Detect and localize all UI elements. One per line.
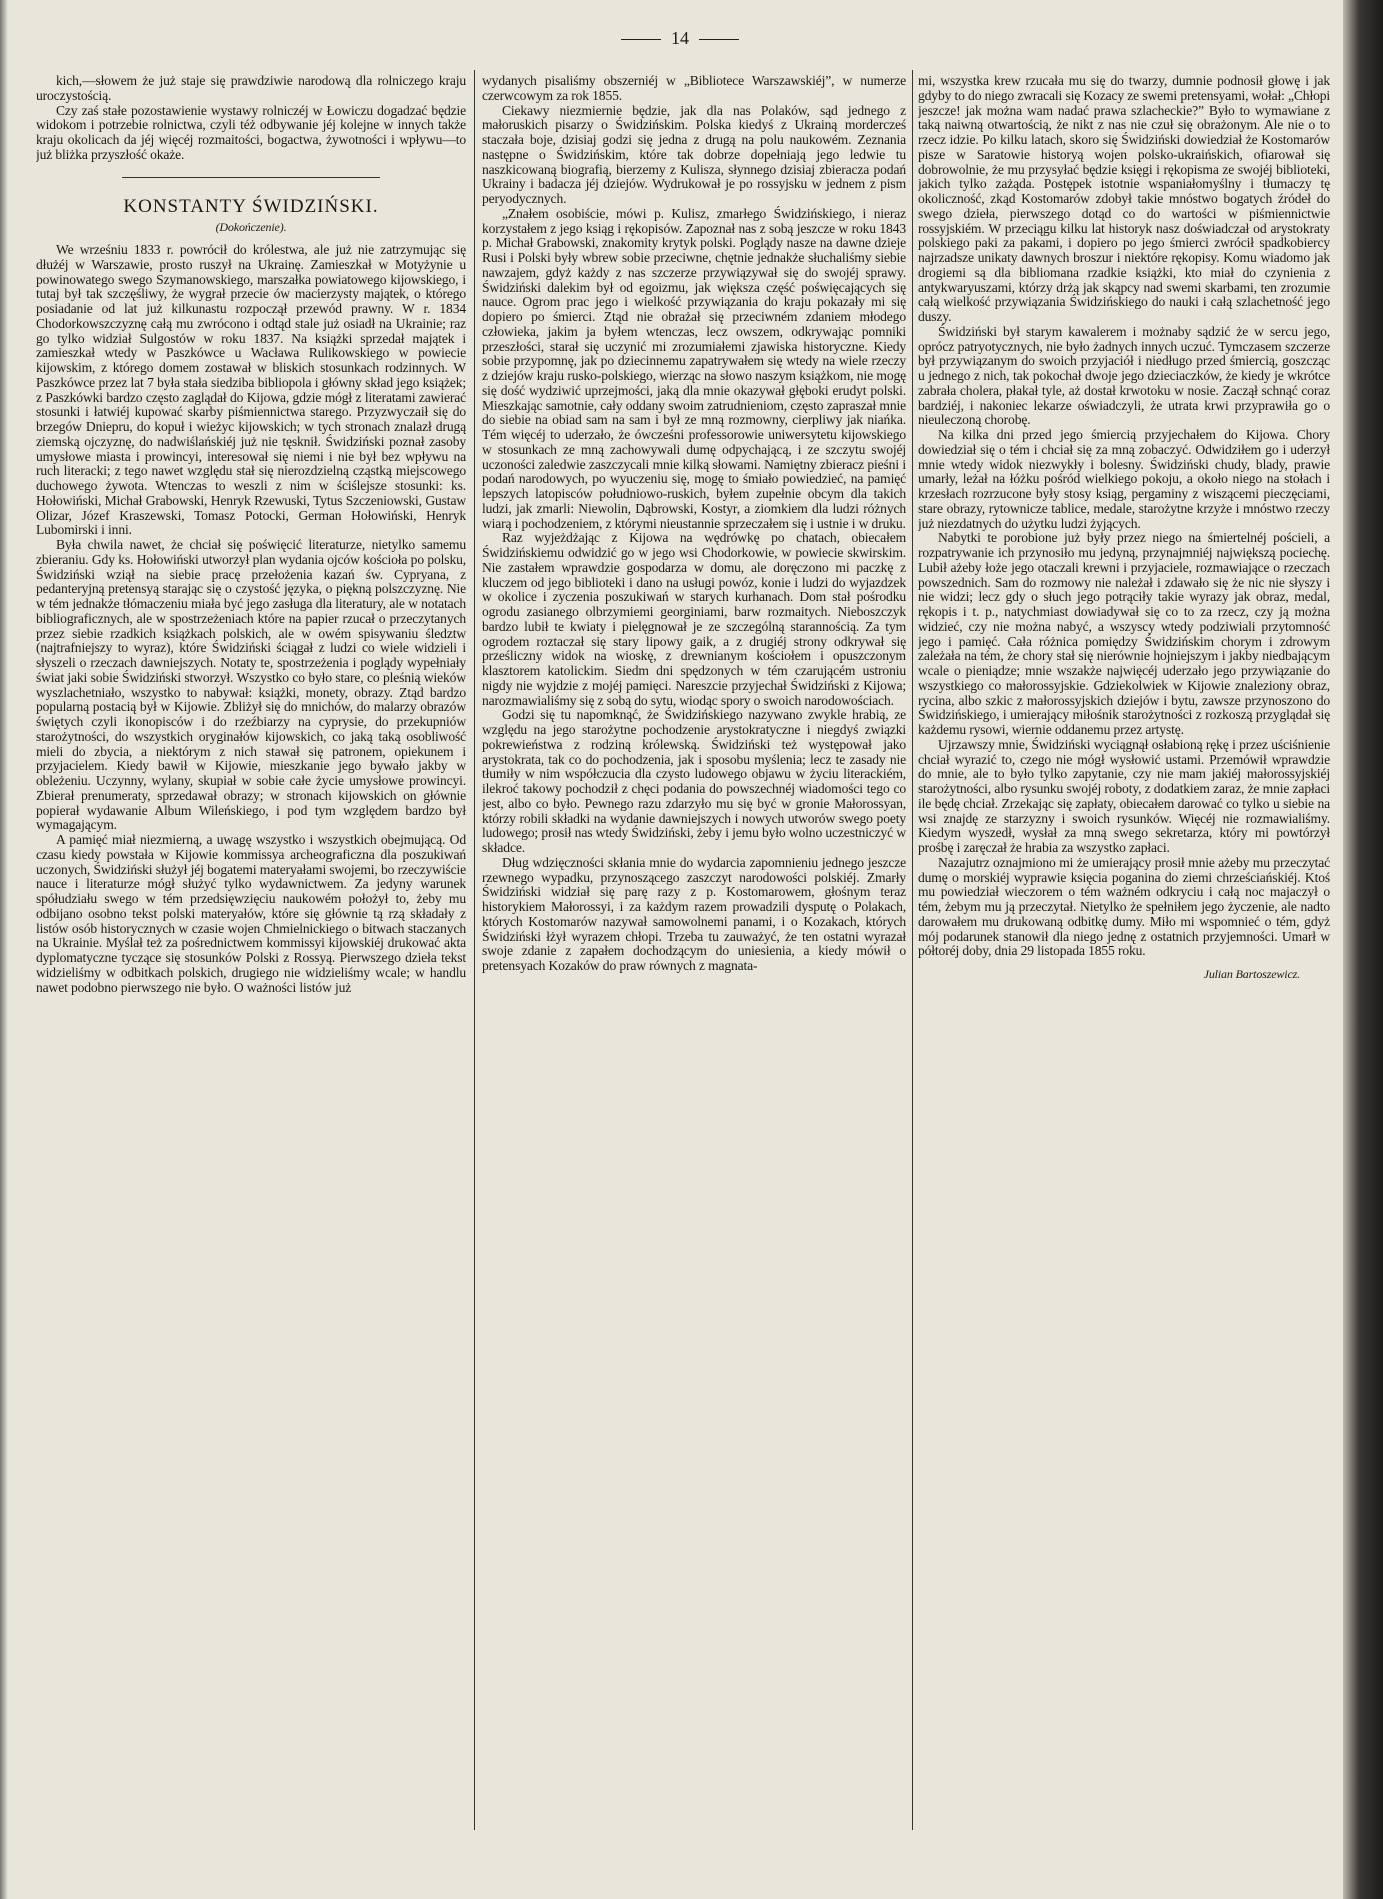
column-1 xyxy=(36,74,466,1826)
page-edge-left xyxy=(0,0,8,1899)
article-title: KONSTANTY ŚWIDZIŃSKI. xyxy=(123,195,379,217)
paragraph: Nazajutrz oznajmiono mi że umierający prosił mnie ażeby mu przeczytać dumę o morskiéj wyprawie księcia poganina do ziemi chrześciańskiéj. Ktoś mu powiedział wieczorem o tém ważném odkryciu i całą noc majaczył o tém, żebym mu ją przeczytał. Nietylko że spełniłem jego życzenie, ale nadto darowałem mu drukowaną odbitkę dumy. Miło mi wspomnieć o tém, gdyż mój podarunek stanowił dla niego jednę z ostatnich przyjemności. Umarł w półtoréj doby, dnia 29 listopada 1855 roku. xyxy=(918,854,1330,959)
page-edge-right xyxy=(1343,0,1383,1899)
column-rule xyxy=(912,70,913,1830)
paragraph: A pamięć miał niezmierną, a uwagę wszystko i wszystkich obejmującą. Od czasu kiedy powstała w Kijowie kommissya archeograficzna dla poszukiwań uczonych, Świdziński służył jéj bogatemi materyałami swojemi, bo rzeczywiście nauce i literaturze mógł służyć tylko wydawnictwem. Za jedyny warunek spółudziału swego w tém przedsięwzięciu naukowém położył to, żeby mu odbijano osobno tekst polski materyałów, które się głównie tą rzą składały z listów osób historycznych w czasie wojen Chmielnickiego o bitwach staczanych na Ukrainie. Myślał też za pośrednictwem kommissyi kijowskiéj drukować akta dyplomatyczne tyczące się stosunków Polski z Rossyą. Pierwszego dzieła tekst widzieliśmy w odbitkach polskich, drugiego nie widzieliśmy wcale; w handlu nawet podobno pierwszego nie było. O ważności listów już xyxy=(36,832,466,995)
column-2 xyxy=(482,74,906,1826)
paragraph: mi, wszystka krew rzucała mu się do twarzy, dumnie podnosił głowę i jak gdyby to do niego zwracali się Kozacy ze swemi pretensyami, wołał: „Chłopi jeszcze! jak można wam nadać prawa szlacheckie?” Było to wymawiane z taką naiwną otwartością, że nikt z nas nie czuł się obrażonym. Ale nie o to rzecz idzie. Po kilku latach, skoro się Świdziński dowiedział że Kostomarów pisze w Saratowie historyą wojen polsko-ukraińskich, ofiarował się dobrowolnie, że mu przysyłać będzie księgi i rękopisma ze swojéj biblioteki, jakich tylko zażąda. Postępek istotnie wspaniałomyślny i tłumaczy tę okoliczność, zkąd Kostomarów zdobył takie mnóstwo bogatych źródeł do swego dzieła, pierwszego dotąd co do wartości w piśmiennictwie rossyjskiém. W przeciągu kilku lat historyk nasz doświadczał od arystokraty polskiego paki za pakami, i dopiero po jego śmierci zwrócił spadkobiercy najrzadsze unikaty dawnych broszur i niektóre rękopisy. Komu wiadomo jak drogiemi są dla bibliomana rzadkie książki, kto miał do czynienia z antykwaryuszami, którzy drżą jak skąpcy nad swemi skarbami, ten zrozumie całą wielkość przywiązania Świdzińskiego do nauki i całą szlachetność jego duszy. xyxy=(918,74,1330,324)
paragraph: We wrześniu 1833 r. powrócił do królestwa, ale już nie zatrzymując się dłużéj w Warszawie, prosto ruszył na Ukrainę. Zamieszkał w Motyżynie u powinowatego swego Szymanowskiego, marszałka powiatowego kijowskiego, i tutaj był tak szczęśliwy, że wygrał przecie ów macierzysty majątek, o którego posiadanie od lat już kilkunastu rozpoczął przewód prawny. W r. 1834 Chodorkowszczyznę całą mu zwrócono i odtąd stale już osiadł na Ukrainie; raz go tylko widział Sulgostów w roku 1837. Na książki sprzedał majątek i zamieszkał wtedy w Paszkówce u Wacława Rulikowskiego w powiecie kijowskim, z którego domem zostawał w bliskich stosunkach rodzinnych. W Paszkówce przez lat 7 była stała siedziba bibliopola i główny skład jego książek; z Paszkówki bardzo często zaglądał do Kijowa, gdzie mógł z literatami zawierać stosunki i łatwiéj kupować skarby piśmiennictwa starego. Przyzwyczaił się do brzegów Dniepru, do kopuł i wieżyc kijowskich; w tych stronach znalazł drugą ziemską ojczyznę, do nadwiślańskiéj już nie tęsknił. Świdziński poznał zasoby umysłowe miasta i prowincyi, interesował się niemi i nie był bez wpływu na ruch literacki; z tego nawet względu stał się nierozdzielną cząstką miejscowego duchowego żywota. Wtenczas to weszli z nim w ściślejsze stosunki: ks. Hołowiński, Michał Grabowski, Henryk Rzewuski, Tytus Szczeniowski, Gustaw Olizar, Józef Kraszewski, Tomasz Potocki, German Hołowiński, Henryk Lubomirski i inni. xyxy=(36,242,466,538)
author-signature: Julian Bartoszewicz. xyxy=(1203,967,1300,981)
paragraph: „Znałem osobiście, mówi p. Kulisz, zmarłego Świdzińskiego, i nieraz korzystałem z jego ksiąg i rękopisów. Zapoznał nas z sobą jeszcze w roku 1843 p. Michał Grabowski, znakomity krytyk polski. Poglądy nasze na dawne dzieje Rusi i Polski były wbrew sobie przeciwne, chętnie jednakże słuchaliśmy siebie nawzajem, gdyż każdy z nas szczerze przywiązywał się do swojéj sprawy. Świdziński dalekim był od egoizmu, jak większa część poświęcających się nauce. Ogrom prac jego i wielkość przywiązania do kraju pokazały mi się dopiero po śmierci. Ztąd nie obrażał się przeciwném zdaniem młodego człowieka, jakim ja byłem wtenczas, lecz owszem, odkrywając pomniki przeszłości, starał się uczynić mi zrozumiałemi zjawiska historyczne. Kiedy sobie przypomnę, jak po dziecinnemu zapatrywałem się wtedy na wiele rzeczy z dziejów kraju rusko-polskiego, wierząc na słowo naszym książkom, nie mogę się dość wydziwić uprzejmości, jaką dla mnie okazywał głęboki erudyt polski. Mieszkając samotnie, cały oddany swoim zatrudnieniom, często zapraszał mnie do siebie na obiad sam na sam i był ze mną rozmowny, cierpliwy jak niańka. Tém więcéj to uderzało, że ówcześni professorowie uniwersytetu kijowskiego w stosunkach ze mną zachowywali dumę odpychającą, i ze szczytu swojéj uczoności zaledwie zaszczycali mnie kilką słowami. Namiętny zbieracz pieśni i podań narodowych, po wyuczeniu się, mogę to śmiało powiedzieć, na pamięć lepszych latopisców południowo-ruskich, byłem zupełnie obcym dla takich ludzi, jak zmarli: Niewolin, Dąbrowski, Kostyr, a ziomkiem dla ludzi różnych wiarą i pochodzeniem, z którymi nieustannie sprzeczałem się i ustnie i w druku. xyxy=(482,205,906,531)
column-rule xyxy=(474,70,475,1830)
paragraph: Nabytki te porobione już były przez niego na śmiertelnéj pościeli, a rozpatrywanie ich przynosiło mu jedyną, przynajmniéj największą pociechę. Lubił ażeby łoże jego otaczali krewni i przyjaciele, rozmawiające o rzeczach powszednich. Sam do rozmowy nie należał i zdawało się że nic nie słyszy i nie widzi; lecz gdy o słuch jego potrąciły takie wyrazy jak obraz, medal, rękopis i t. p., natychmiast dowiadywał się co to za rzecz, czy ją można widzieć, czy nie można nabyć, a wszyscy wtedy podziwiali przytomność jego i pamięć. Cała różnica pomiędzy Świdzińskim chorym i zdrowym zależała na tém, że chory stał się nierównie hojniejszym i jakby niedbającym wcale o pieniądze; mnie wszakże najwięcéj uderzało jego przywiązanie do wszystkiego co małorossyjskie. Gdziekolwiek w Kijowie znaleziony obraz, rycina, albo szkic z małorossyjskich dziejów i bytu, zawsze przynoszono do Świdzińskiego, i umierający miłośnik starożytności z rozkoszą przyglądał się każdemu rysowi, wiernie oddanemu przez artystę. xyxy=(918,530,1330,737)
paragraph: Ciekawy niezmiernie będzie, jak dla nas Polaków, sąd jednego z małoruskich pisarzy o Świdzińskim. Polska kiedyś z Ukrainą mordercześ staczała boje, dzisiaj godzi się jedna z drugą na polu naukowém. Zeznania następne o Świdzińskim, które tak dobrze dopełniają jego ledwie tu naszkicowaną biografią, bierzemy z Kulisza, słynnego dzisiaj zbieracza podań Ukrainy i badacza jéj dziejów. Wydrukował je po rossyjsku w jednem z pism peryodycznych. xyxy=(482,102,906,206)
paragraph: Świdziński był starym kawalerem i możnaby sądzić że w sercu jego, oprócz patryotycznych, nie było żadnych innych uczuć. Tymczasem szczerze był przywiązanym do swoich przyjaciół i niedługo przed śmiercią, goszcząc u jednego z nich, tak pokochał dwoje jego dzieciaczków, że kiedy je wkrótce zabrała cholera, płakał tyle, aż dostał krwotoku w nosie. Zaczął schnąć coraz bardziéj, i nakoniec lekarze oświadczyli, że utrata krwi przyprawiła go o nieuleczoną chorobę. xyxy=(918,323,1330,428)
article-subtitle: (Dokończenie). xyxy=(215,220,287,235)
paragraph: Czy zaś stałe pozostawienie wystawy rolniczéj w Łowiczu dogadzać będzie widokom i potrzebie rolnictwa, czyli téż odbywanie jéj kolejne w innych także kraju okolicach da jéj więcéj rozmaitości, bogactwa, żywotności i wpływu—to już bliżka przyszłość okaże. xyxy=(36,102,466,162)
paragraph: wydanych pisaliśmy obszerniéj w „Bibliotece Warszawskiéj”, w numerze czerwcowym za rok 1855. xyxy=(482,74,906,103)
paragraph: Była chwila nawet, że chciał się poświęcić literaturze, nietylko samemu zbieraniu. Gdy ks. Hołowiński utworzył plan wydania ojców kościoła po polsku, Świdziński wziął na siebie pracę przełożenia kazań św. Cypryana, z pedanteryjną pretensyą starając się o czystość języka, o piękną polszczyznę. Nie w tém jednakże tłómaczeniu miała być jego zasługa dla literatury, ale w notatach bibliograficznych, ale w spostrzeżeniach które na papier rzucał o przeczytanych przez siebie rzadkich książkach polskich, ale w owém spisywaniu śledztw (najtrafniejszy to wyraz), które Świdziński ściągał z ludzi co wiele widzieli i słyszeli o rzeczach dawniejszych. Notaty te, spostrzeżenia i poglądy wypełniały świat jaki sobie Świdziński stworzył. Wszystko co było stare, co pleśnią wieków wyszlachetniało, wszystko to nabywał: książki, monety, obrazy. Ztąd bardzo popularną postacią był w Kijowie. Zbliżył się do mnichów, do malarzy obrazów świętych czyli ikonopisców i do rzeźbiarzy na cyprysie, do przekupniów starożytności, do wszystkich oryginałów kijowskich, co jaką taką osobliwość mieli do zbycia, a niektórym z nich stawał się patronem, opiekunem i przyjacielem. Kiedy bawił w Kijowie, mieszkanie jego bywało jakby w obleżeniu. Uczynny, wylany, skupiał w sobie całe życie umysłowe prowincyi. Zbierał prenumeraty, sprzedawał obrazy; w stronach kijowskich on głównie popierał wydawanie Album Wileńskiego, i pod tym względem bardzo był wymagającym. xyxy=(36,537,466,833)
column-3 xyxy=(918,74,1330,1826)
paragraph: kich,—słowem że już staje się prawdziwie narodową dla rolniczego kraju uroczystością. xyxy=(36,74,466,103)
paragraph: Godzi się tu napomknąć, że Świdzińskiego nazywano zwykle hrabią, ze względu na jego starożytne pochodzenie arystokratyczne i niegdyś związki pokrewieństwa z rodziną królewską. Świdziński też występował jako arystokrata, tak co do pochodzenia, jak i sposobu myślenia; lecz te zasady nie tłumiły w nim współczucia dla czysto ludowego objawu w życiu literackiém, ilekroć takowy pochodził z chęci podania do powszechnéj wiadomości tego co jest, albo co było. Pewnego razu zdarzyło mu się być w gronie Małorossyan, którzy robili składki na wydanie dawniejszych i nowych utworów swego poety ludowego; prosił nas wtedy Świdziński, żeby i jemu było wolno uczestniczyć w składce. xyxy=(482,707,906,855)
paragraph: Dług wdzięczności skłania mnie do wydarcia zapomnieniu jednego jeszcze rzewnego wypadku, przynoszącego zaszczyt narodowości polskiéj. Zmarły Świdziński widział się parę razy z p. Kostomarowem, głośnym teraz historykiem Małorossyi, i za każdym razem prowadzili dysputę o Polakach, których Kostomarów nazywał samowolnemi panami, i o Kozakach, których Świdziński łżył wyrazem chłopi. Trzeba tu zauważyć, że ten ostatni wyrazał swoje zdanie z zapałem dochodzącym do uniesienia, a kiedy mówił o pretensyach Kozaków do praw równych z magnata- xyxy=(482,854,906,973)
paragraph: Na kilka dni przed jego śmiercią przyjechałem do Kijowa. Chory dowiedział się o tém i chciał się za mną zobaczyć. Odwidziłem go i uderzył mnie wtedy widok niezwykły i bolesny. Świdziński chudy, blady, prawie umarły, leżał na łóżku pośród wielkiego pokoju, a około niego na stołach i krzesłach rozrzucone były stosy ksiąg, pergaminy z wiszącemi pieczęciami, stare obrazy, rytownicze tablice, medale, starożytne krzyże i mnóstwo rzeczy już niezdatnych do użytku ludzi żyjących. xyxy=(918,427,1330,531)
paragraph: Raz wyjeżdżając z Kijowa na wędrówkę po chatach, obiecałem Świdzińskiemu odwidzić go w jego wsi Chodorkowie, w powiecie skwirskim. Nie zastałem wprawdzie gospodarza w domu, ale doręczono mi paczkę z kluczem od jego biblioteki i dano na usługi powóz, konie i ludzi do wyjazdzek w okolice i zyczenia poszukiwań w starych kurhanach. Dom stał pośrodku ogrodu zasianego olbrzymiemi georginiami, barw rozmaitych. Nieboszczyk bardzo lubił te kwiaty i pielęgnował je ze szczególną starannością. Za tym ogrodem roztaczał się stary lipowy gaik, a z drugiéj strony odkrywał się prześliczny widok na wioskę, z drewnianym kościołem i opuszczonym klasztorem katolickim. Siedm dni spędzonych w tém czarującém ustroniu nigdy nie wyjdzie z mojéj pamięci. Nareszcie przyjechał Świdziński z Kijowa; narozmawialiśmy się z sobą do sytu, wiodąc spory o swoich narodowościach. xyxy=(482,530,906,708)
section-divider xyxy=(122,177,380,178)
page-number: 14 xyxy=(600,28,760,49)
paragraph: Ujrzawszy mnie, Świdziński wyciągnął osłabioną rękę i przez uściśnienie chciał wyrazić to, czego nie mógł wysłowić ustami. Przemówił wprawdzie do mnie, ale to było tylko zapytanie, czy nie mam jakiéj małorossyjskiéj starożytności, albo rysunku swojéj roboty, z dodatkiem zaraz, że mnie zapłaci ile będę chciał. Zrzekając się zapłaty, obiecałem darować co tylko u siebie na wsi znajdę ze starzyzny i swoich rysunków. Więcéj nie rozmawialiśmy. Kiedym wyszedł, wysłał za mną swego sekretarza, który mi powtórzył prośbę i zaręczał że hrabia za wszystko zapłaci. xyxy=(918,736,1330,855)
